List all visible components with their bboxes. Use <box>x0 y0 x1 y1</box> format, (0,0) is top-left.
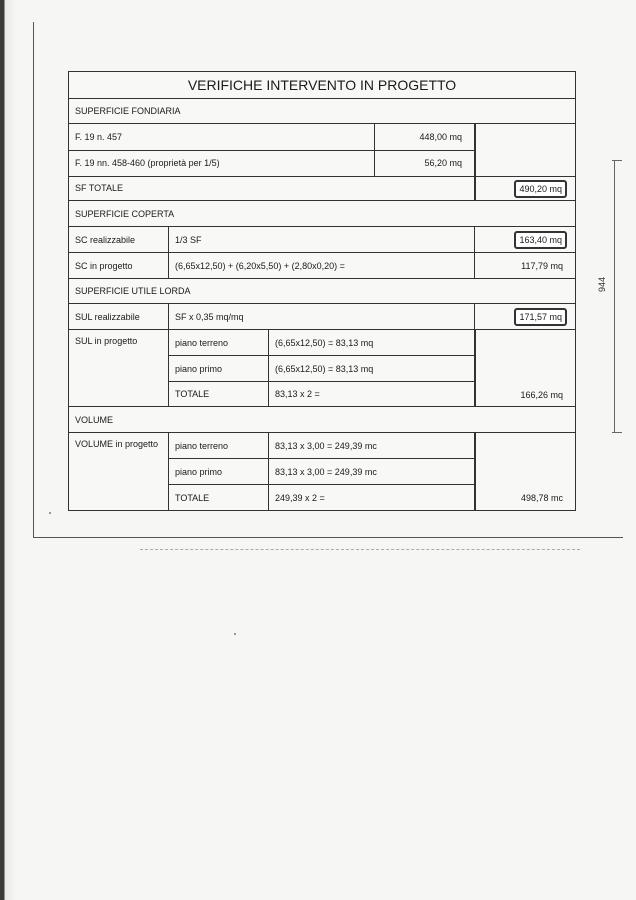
table-title: VERIFICHE INTERVENTO IN PROGETTO <box>187 77 457 93</box>
sul-real-value: 171,57 mq <box>514 308 567 326</box>
sul-real-cell <box>475 304 575 329</box>
vol-proj-label: VOLUME in progetto <box>69 433 169 510</box>
speck <box>49 512 51 514</box>
row-formula: 83,13 x 3,00 = 249,39 mc <box>269 459 475 484</box>
table-row <box>69 253 575 279</box>
table-row <box>169 382 475 407</box>
row-label: F. 19 nn. 458-460 (proprietà per 1/5) <box>69 150 375 176</box>
table-row <box>169 433 475 459</box>
sc-real-value: 163,40 mq <box>514 231 567 249</box>
table-row <box>169 485 475 510</box>
section-header-row <box>69 279 575 304</box>
row-value: 448,00 mq <box>375 124 475 150</box>
row-formula: SF x 0,35 mq/mq <box>169 304 475 329</box>
section-header-sc: SUPERFICIE COPERTA <box>75 208 175 219</box>
row-label: SC realizzabile <box>69 227 169 252</box>
dashed-rule <box>140 549 580 550</box>
sc-real-cell <box>475 227 575 252</box>
row-formula: 1/3 SF <box>169 227 475 252</box>
table-row <box>69 227 575 253</box>
vol-total-cell <box>475 433 575 510</box>
row-label: piano terreno <box>169 433 269 458</box>
speck <box>234 633 236 635</box>
row-formula: (6,65x12,50) + (6,20x5,50) + (2,80x0,20) = <box>169 253 475 278</box>
row-value: 56,20 mq <box>375 150 475 176</box>
section-header-row <box>69 201 575 227</box>
sf-total-value: 490,20 mq <box>514 180 567 198</box>
section-header-sul: SUPERFICIE UTILE LORDA <box>75 286 191 296</box>
side-bracket-bottom <box>612 432 622 433</box>
table-row <box>69 304 575 330</box>
row-formula: 83,13 x 2 = <box>269 382 475 406</box>
sf-total-label: SF TOTALE <box>69 176 475 200</box>
side-page-number: 944 <box>597 276 607 292</box>
sul-total-value: 166,26 mq <box>520 390 563 400</box>
section-header-sf: SUPERFICIE FONDIARIA <box>75 106 181 116</box>
verification-table <box>68 71 576 511</box>
table-row <box>169 459 475 485</box>
sf-total-cell <box>475 124 575 201</box>
row-label: TOTALE <box>169 382 269 406</box>
margin-line-bottom <box>33 537 623 538</box>
table-row <box>169 356 475 382</box>
sul-total-cell <box>475 330 575 407</box>
row-formula: 249,39 x 2 = <box>269 485 475 510</box>
row-label: TOTALE <box>169 485 269 510</box>
sul-proj-label: SUL in progetto <box>69 330 169 407</box>
section-header-row <box>69 99 575 124</box>
side-bracket <box>614 160 615 432</box>
row-label: F. 19 n. 457 <box>69 124 375 150</box>
row-label: piano primo <box>169 356 269 381</box>
row-formula: (6,65x12,50) = 83,13 mq <box>269 356 475 381</box>
side-bracket-top <box>612 160 622 161</box>
row-formula: (6,65x12,50) = 83,13 mq <box>269 330 475 355</box>
margin-line-left <box>33 22 34 537</box>
row-label: SUL realizzabile <box>69 304 169 329</box>
row-formula: 83,13 x 3,00 = 249,39 mc <box>269 433 475 458</box>
table-title-row <box>69 72 575 99</box>
section-header-row <box>69 407 575 433</box>
row-label: piano primo <box>169 459 269 484</box>
row-label: piano terreno <box>169 330 269 355</box>
row-label: SC in progetto <box>69 253 169 278</box>
vol-total-value: 498,78 mc <box>520 493 563 503</box>
row-value: 117,79 mq <box>521 260 563 271</box>
section-header-vol: VOLUME <box>75 414 114 425</box>
table-row <box>169 330 475 356</box>
